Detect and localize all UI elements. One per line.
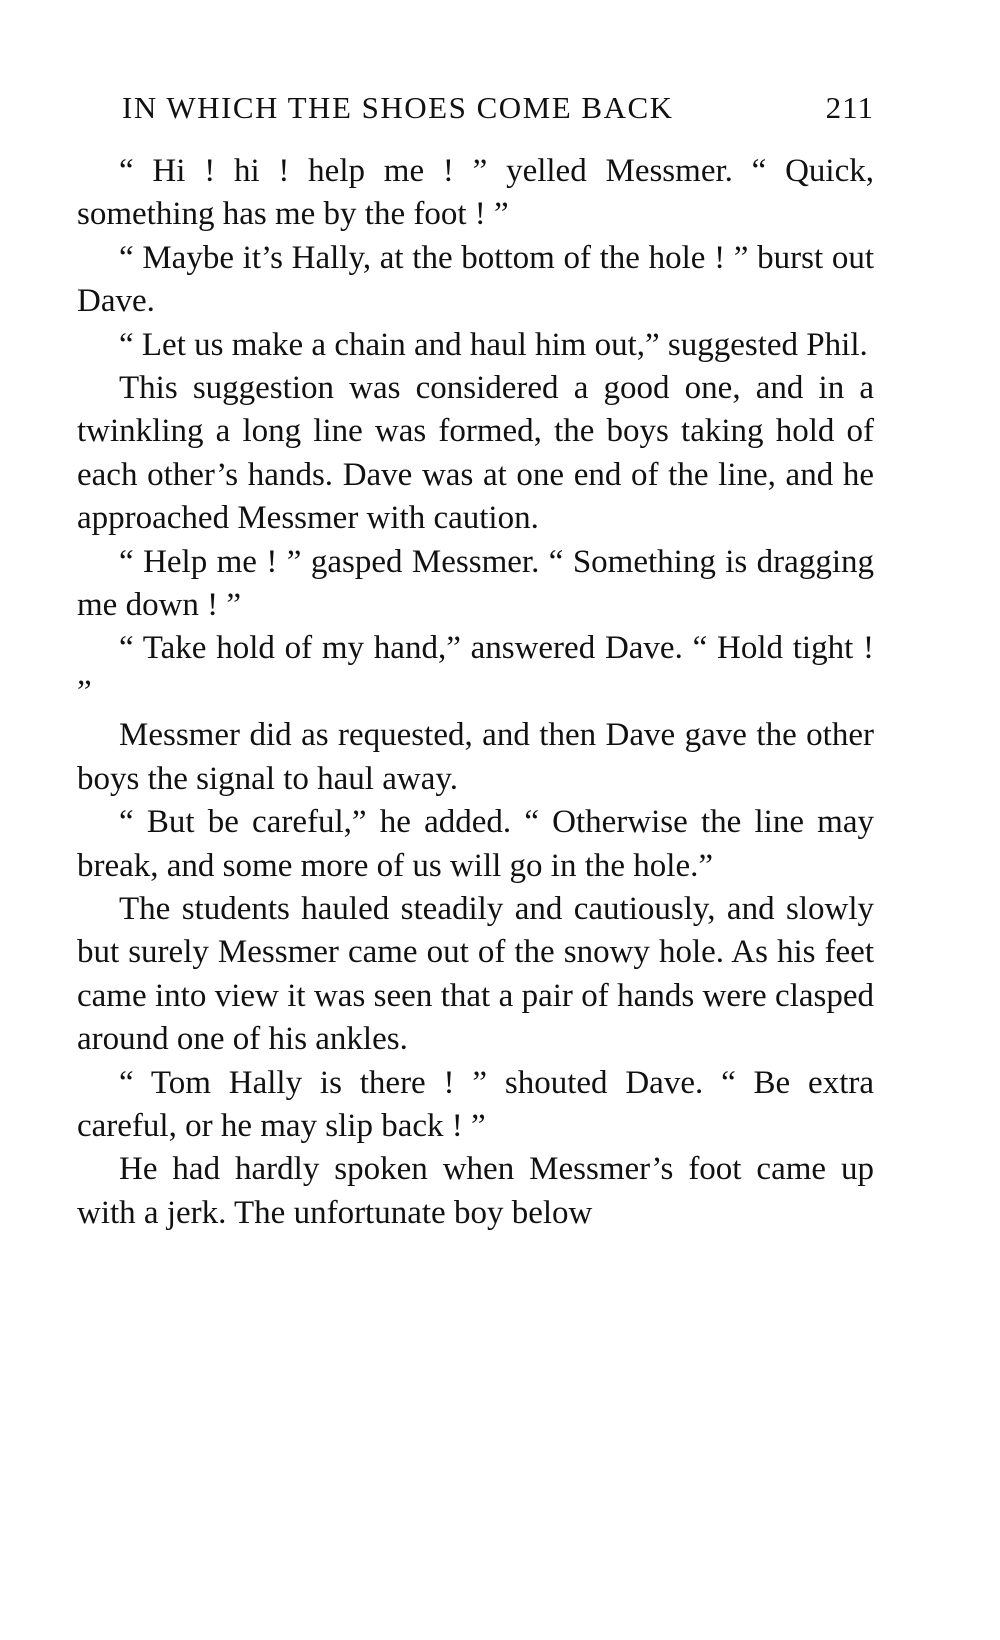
paragraph: “ Maybe it’s Hally, at the bottom of the hole ! ” burst out Dave. [77,239,874,320]
body-text [77,150,874,1235]
paragraph: “ Let us make a chain and haul him out,” suggested Phil. [119,326,868,363]
paragraph: “ Hi ! hi ! help me ! ” yelled Messmer. “ Quick, something has me by the foot ! ” [77,153,874,233]
running-head [122,90,874,134]
chapter-title: IN WHICH THE SHOES COME BACK [122,90,674,125]
paragraph: “ But be careful,” he added. “ Otherwise the line may break, and some more of us will go in the hole.” [77,804,874,884]
paragraph: He had hardly spoken when Messmer’s foot came up with a jerk. The unfortunate boy below [77,1151,874,1231]
paragraph: This suggestion was considered a good one, and in a twinkling a long line was formed, the boys taking hold of each other’s hands. Dave was at one end of the line, and he approached Messmer with caution. [77,370,874,537]
paragraph: Messmer did as requested, and then Dave gave the other boys the signal to haul away. [77,717,874,797]
paragraph: The students hauled steadily and cautiously, and slowly but surely Messmer came out of the snowy hole. As his feet came into view it was seen that a pair of hands were clasped around one of his ankles. [77,890,874,1058]
paragraph: “ Help me ! ” gasped Messmer. “ Something is dragging me down ! ” [77,543,874,624]
paragraph: “ Tom Hally is there ! ” shouted Dave. “ Be extra careful, or he may slip back ! ” [77,1064,874,1144]
page-number: 211 [825,90,874,125]
paragraph: “ Take hold of my hand,” answered Dave. “ Hold tight ! ” [77,630,874,710]
